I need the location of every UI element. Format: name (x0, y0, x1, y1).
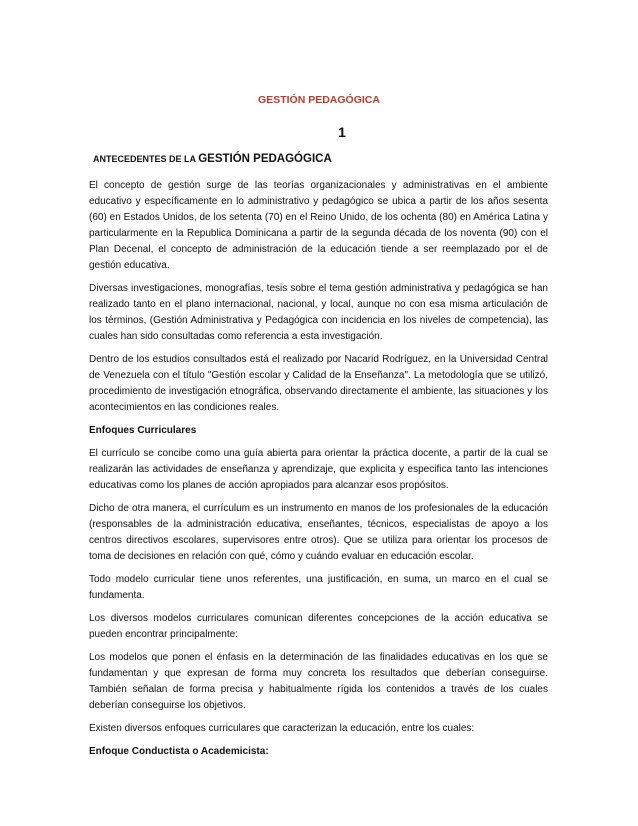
paragraph-diversos-modelos: Los diversos modelos curriculares comunican diferentes concepciones de la acción educativa se pueden encontrar principalmente: (89, 613, 548, 640)
body-text (89, 178, 548, 767)
paragraph-enfoques-existentes: Existen diversos enfoques curriculares que caracterizan la educación, entre los cuales: (89, 723, 475, 734)
paragraph-concepto-gestion: El concepto de gestión surge de las teorías organizacionales y administrativas en el ambiente educativo y específicamente en lo administrativo y pedagógico se ubica a partir de los años sesenta (60) en Estados Unidos, de los setenta (70) en el Reino Unido, de los ochenta (80) en América Latina y particularmente en la Republica Dominicana a partir de la segunda década de los noventa (90) con el Plan Decenal, el concepto de administración de la educación tiende a ser reemplazado por el de gestión educativa. (89, 180, 548, 271)
paragraph-dicho: Dicho de otra manera, el currículum es un instrumento en manos de los profesionales de la educación (responsables de la administración educativa, enseñantes, técnicos, especialistas de apoyo a los centros directivos escolares, supervisores entre otros). Que se utiliza para orientar los procesos de toma de decisiones en relación con qué, cómo y cuándo evaluar en educación escolar. (89, 503, 548, 562)
page-number: 1 (338, 124, 346, 140)
paragraph-investigaciones: Diversas investigaciones, monografías, tesis sobre el tema gestión administrativa y pedagógica se han realizado tanto en el plano internacional, nacional, y local, aunque no con esa misma articulación de los términos, (Gestión Administrativa y Pedagógica con incidencia en los niveles de competencia), las cuales han sido consultadas como referencia a esta investigación. (89, 283, 548, 342)
paragraph-finalidades: Los modelos que ponen el énfasis en la determinación de las finalidades educativas en los que se fundamentan y que expresan de forma muy concreta los resultados que deberían conseguirse. También señalan de forma precisa y habitualmente rígida los contenidos a través de los cuales deberían conseguirse los objetivos. (89, 652, 548, 711)
document-title: GESTIÓN PEDAGÓGICA (258, 94, 380, 106)
subheading-enfoque-conductista: Enfoque Conductista o Academicista: (89, 746, 269, 757)
section-heading-main: GESTIÓN PEDAGÓGICA (198, 153, 332, 165)
section-heading (93, 153, 332, 165)
subheading-enfoques-curriculares: Enfoques Curriculares (89, 425, 197, 436)
paragraph-modelo-curricular: Todo modelo curricular tiene unos referentes, una justificación, en suma, un marco en el cual se fundamenta. (89, 574, 548, 601)
paragraph-curriculo: El currículo se concibe como una guía abierta para orientar la práctica docente, a partir de la cual se realizarán las actividades de enseñanza y aprendizaje, que explicita y especifica tanto las intenciones educativas como los planes de acción apropiados para alcanzar esos propósitos. (89, 448, 548, 491)
section-heading-prefix: ANTECEDENTES DE LA (93, 154, 196, 164)
paragraph-estudios: Dentro de los estudios consultados está el realizado por Nacarid Rodríguez, en la Universidad Central de Venezuela con el título "Gestión escolar y Calidad de la Enseñanza". La metodología que se utilizó, procedimiento de investigación etnográfica, observando directamente el ambiente, las situaciones y los acontecimientos en las condiciones reales. (89, 354, 548, 413)
